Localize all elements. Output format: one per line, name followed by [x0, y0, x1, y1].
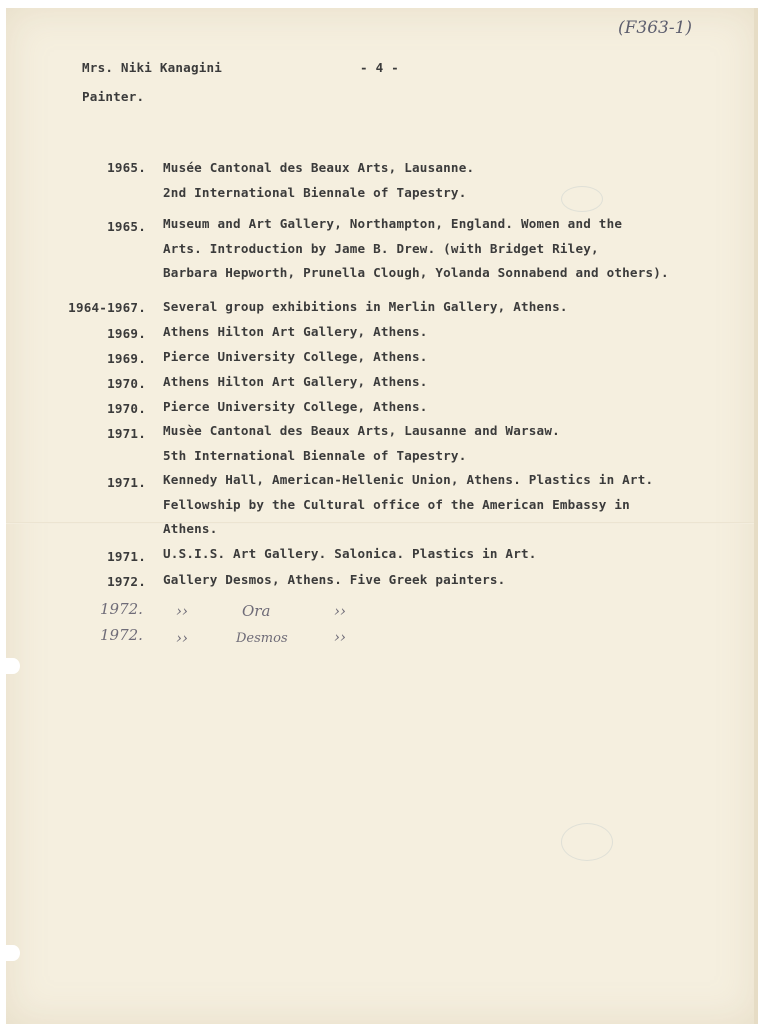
ditto-mark: ›› — [334, 628, 346, 646]
occupation: Painter. — [82, 89, 145, 104]
entry-line: Museum and Art Gallery, Northampton, England. Women and the — [163, 216, 623, 231]
entry-line: Several group exhibitions in Merlin Gallery, Athens. — [163, 299, 568, 314]
entry-year: 1965. — [107, 160, 146, 175]
entry-line: 2nd International Biennale of Tapestry. — [163, 185, 467, 200]
entry-year: 1970. — [107, 376, 146, 391]
entry-line: Fellowship by the Cultural office of the American Embassy in — [163, 497, 630, 512]
handwritten-year: 1972. — [100, 626, 143, 644]
entry-line: Athens Hilton Art Gallery, Athens. — [163, 374, 428, 389]
entry-line: Kennedy Hall, American-Hellenic Union, Athens. Plastics in Art. — [163, 472, 654, 487]
handwritten-gallery: Desmos — [236, 631, 288, 646]
entry-year: 1971. — [107, 549, 146, 564]
punch-hole — [6, 945, 20, 961]
handwritten-year: 1972. — [100, 600, 143, 618]
entry-year: 1970. — [107, 401, 146, 416]
entry-line: Musée Cantonal des Beaux Arts, Lausanne. — [163, 160, 475, 175]
entry-line: Musèe Cantonal des Beaux Arts, Lausanne and Warsaw. — [163, 423, 560, 438]
entry-year: 1971. — [107, 475, 146, 490]
watermark — [561, 823, 613, 861]
entry-line: Arts. Introduction by Jame B. Drew. (with Bridget Riley, — [163, 241, 599, 256]
entry-line: U.S.I.S. Art Gallery. Salonica. Plastics in Art. — [163, 546, 537, 561]
entry-line: Pierce University College, Athens. — [163, 399, 428, 414]
entry-year: 1971. — [107, 426, 146, 441]
entry-year: 1969. — [107, 326, 146, 341]
entry-line: Pierce University College, Athens. — [163, 349, 428, 364]
entry-year: 1972. — [107, 574, 146, 589]
paper-edge — [754, 8, 758, 1024]
entry-year: 1964-1967. — [68, 300, 146, 315]
ditto-mark: ›› — [176, 602, 188, 620]
entry-year: 1969. — [107, 351, 146, 366]
paper-fold — [6, 522, 758, 524]
archive-reference: (F363-1) — [618, 18, 693, 38]
document-page — [6, 8, 758, 1024]
entry-year: 1965. — [107, 219, 146, 234]
entry-line: Gallery Desmos, Athens. Five Greek painters. — [163, 572, 506, 587]
recipient-name: Mrs. Niki Kanagini — [82, 60, 223, 75]
watermark — [561, 186, 603, 212]
entry-line: 5th International Biennale of Tapestry. — [163, 448, 467, 463]
ditto-mark: ›› — [334, 602, 346, 620]
entry-line: Athens Hilton Art Gallery, Athens. — [163, 324, 428, 339]
handwritten-gallery: Ora — [242, 602, 271, 620]
entry-line: Barbara Hepworth, Prunella Clough, Yolanda Sonnabend and others). — [163, 265, 669, 280]
page-number: - 4 - — [360, 60, 399, 75]
ditto-mark: ›› — [176, 629, 188, 647]
entry-line: Athens. — [163, 521, 218, 536]
punch-hole — [6, 658, 20, 674]
